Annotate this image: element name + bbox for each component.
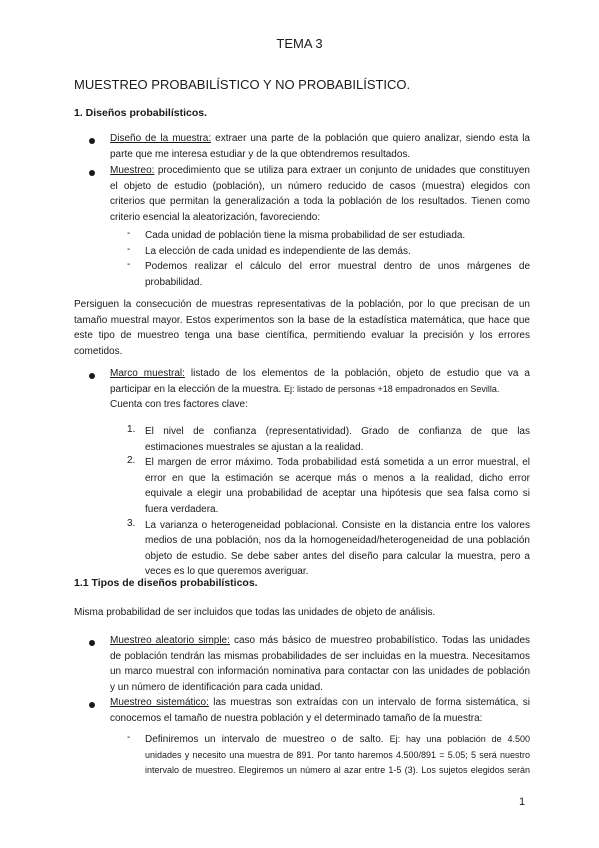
section-heading-disenos: 1. Diseños probabilísticos. xyxy=(74,107,208,119)
list-item xyxy=(127,455,530,517)
list-item xyxy=(127,518,530,580)
dash-list xyxy=(127,228,530,290)
paragraph-persiguen xyxy=(74,297,530,359)
bullet-diseno-muestra xyxy=(110,131,530,162)
page-number: 1 xyxy=(519,796,526,808)
section-heading-tipos: 1.1 Tipos de diseños probabilísticos. xyxy=(74,577,258,589)
list-item-text: El margen de error máximo. Toda probabilidad está sometida a un error muestral, el xyxy=(145,457,530,469)
dash-marker: - xyxy=(127,228,131,239)
dash-list-sistematico xyxy=(127,732,530,779)
list-number: 3. xyxy=(127,517,136,529)
paragraph-line: este tipo de muestreo tenga una base científica, permitiendo evaluar la precisión y los errores xyxy=(74,330,530,342)
bullet-text: participar en la elección de la muestra. xyxy=(110,383,284,395)
term-muestreo-sistematico: Muestreo sistemático: xyxy=(110,697,209,708)
tema-header: TEMA 3 xyxy=(276,36,323,51)
list-item-text: objeto de estudio. Se debe saber antes del diseño para calcular la muestra, pero a xyxy=(145,550,530,562)
example-text: Ej: hay una población de 4.500 xyxy=(389,734,530,744)
example-text: intervalo de muestreo. Elegiremos un número al azar entre 1-5 (3). Los sujetos elegidos serán xyxy=(145,765,530,776)
bullet-text: procedimiento que se utiliza para extraer un conjunto de unidades que constituyen xyxy=(154,165,530,176)
term-marco-muestral: Marco muestral: xyxy=(110,368,185,379)
bullet-line: un marco muestral con información nominativa para contactar con las unidades de población xyxy=(110,666,530,678)
term-diseno-muestra: Diseño de la muestra: xyxy=(110,133,212,144)
bullet-line xyxy=(110,695,530,711)
bullet-icon xyxy=(89,640,95,646)
list-item-text: estimaciones muestrales se ajustan a la realidad. xyxy=(145,441,364,453)
list-item-text: El nivel de confianza (representatividad). Grado de confianza de que las xyxy=(145,426,530,437)
list-item-text: fuera verdadera. xyxy=(145,503,219,515)
bullet-line xyxy=(110,366,530,382)
list-item-text: La varianza o heterogeneidad poblacional. Consiste en la distancia entre los valores xyxy=(145,519,530,531)
example-text: unidades y necesito una muestra de 891. Por tanto haremos 4.500/891 = 5.05; 5 será nuestro xyxy=(145,749,530,760)
bullet-text: extraer una parte de la población que quiero analizar, siendo esta la xyxy=(211,133,530,144)
bullet-line: el objeto de estudio (población), un número reducido de casos (muestra) elegidos con xyxy=(110,180,530,192)
bullet-line: conocemos el tamaño de nuestra población y el determinado tamaño de la muestra: xyxy=(110,712,483,724)
dash-marker: - xyxy=(127,732,131,743)
dash-marker: - xyxy=(127,243,131,255)
list-item-text: La elección de cada unidad es independiente de las demás. xyxy=(145,245,411,257)
list-item-text: Podemos realizar el cálculo del error muestral dentro de unos márgenes de xyxy=(145,261,530,273)
list-item-text xyxy=(145,732,530,748)
list-item xyxy=(127,259,530,290)
bullet-text: listado de los elementos de la población, objeto de estudio que va a xyxy=(184,368,530,379)
list-item-text: veces es lo que queremos averiguar. xyxy=(145,566,309,578)
section-intro: Misma probabilidad de ser incluidos que todas las unidades de objeto de análisis. xyxy=(74,607,436,618)
bullet-line xyxy=(110,163,530,179)
bullet-icon xyxy=(89,138,95,144)
list-item xyxy=(127,244,530,260)
term-muestreo: Muestreo: xyxy=(110,165,155,176)
bullet-line: y un número de identificación para cada unidad. xyxy=(110,681,323,693)
bullet-line: de población tendrán las mismas probabilidades de ser incluidas en la muestra. Necesitamos xyxy=(110,650,530,662)
bullet-line: parte que me interesa estudiar y de la que obtendremos resultados. xyxy=(110,148,411,160)
list-item xyxy=(127,732,530,779)
list-item-text-part: Definiremos un intervalo de muestreo o de salto. xyxy=(145,734,390,745)
list-item-text: Cada unidad de población tiene la misma probabilidad de ser estudiada. xyxy=(145,230,466,241)
bullet-line: criterios que permitan la generalización a toda la población de los resultados. Tienen como xyxy=(110,196,530,208)
dash-marker: - xyxy=(127,259,131,271)
paragraph-line: cometidos. xyxy=(74,345,123,357)
term-muestreo-aleatorio-simple: Muestreo aleatorio simple: xyxy=(110,635,230,646)
paragraph-line: tamaño muestral mayor. Estos experimentos son la base de la estadística matemática, que hace que xyxy=(74,314,530,326)
list-number: 2. xyxy=(127,455,136,467)
list-item-text: equivale a elegir una probabilidad de aceptar una hipótesis que sea falsa como si xyxy=(145,488,530,500)
paragraph-line: Persiguen la consecución de muestras representativas de la población, por lo que precisan de un xyxy=(74,299,530,310)
list-item-text: probabilidad. xyxy=(145,276,203,288)
bullet-marco-muestral xyxy=(110,366,530,413)
list-item xyxy=(127,424,530,455)
bullet-icon xyxy=(89,373,95,379)
bullet-line xyxy=(110,382,530,398)
list-number: 1. xyxy=(127,424,136,435)
bullet-muestreo xyxy=(110,163,530,225)
bullet-muestreo-aleatorio-simple xyxy=(110,633,530,695)
bullet-muestreo-sistematico xyxy=(110,695,530,726)
list-item-text: error en que la estimación se acerque más o menos a la realidad, dicho error xyxy=(145,472,530,484)
example-text: Ej: listado de personas +18 empadronados en Sevilla. xyxy=(283,383,500,394)
list-item xyxy=(127,228,530,244)
bullet-line xyxy=(110,131,530,147)
bullet-icon xyxy=(89,170,95,176)
bullet-icon xyxy=(89,702,95,708)
bullet-line: criterio esencial la aleatorización, favoreciendo: xyxy=(110,211,321,223)
bullet-text: caso más básico de muestreo probabilístico. Todas las unidades xyxy=(229,635,531,646)
bullet-text: las muestras son extraídas con un intervalo de forma sistemática, si xyxy=(208,697,531,708)
list-item-text: medios de una población, nos da la homogeneidad/heterogeneidad de una población xyxy=(145,535,530,547)
bullet-line xyxy=(110,633,530,649)
bullet-line: Cuenta con tres factores clave: xyxy=(110,399,248,411)
document-title: MUESTREO PROBABILÍSTICO Y NO PROBABILÍSTICO. xyxy=(74,77,411,92)
factors-list xyxy=(127,424,530,580)
